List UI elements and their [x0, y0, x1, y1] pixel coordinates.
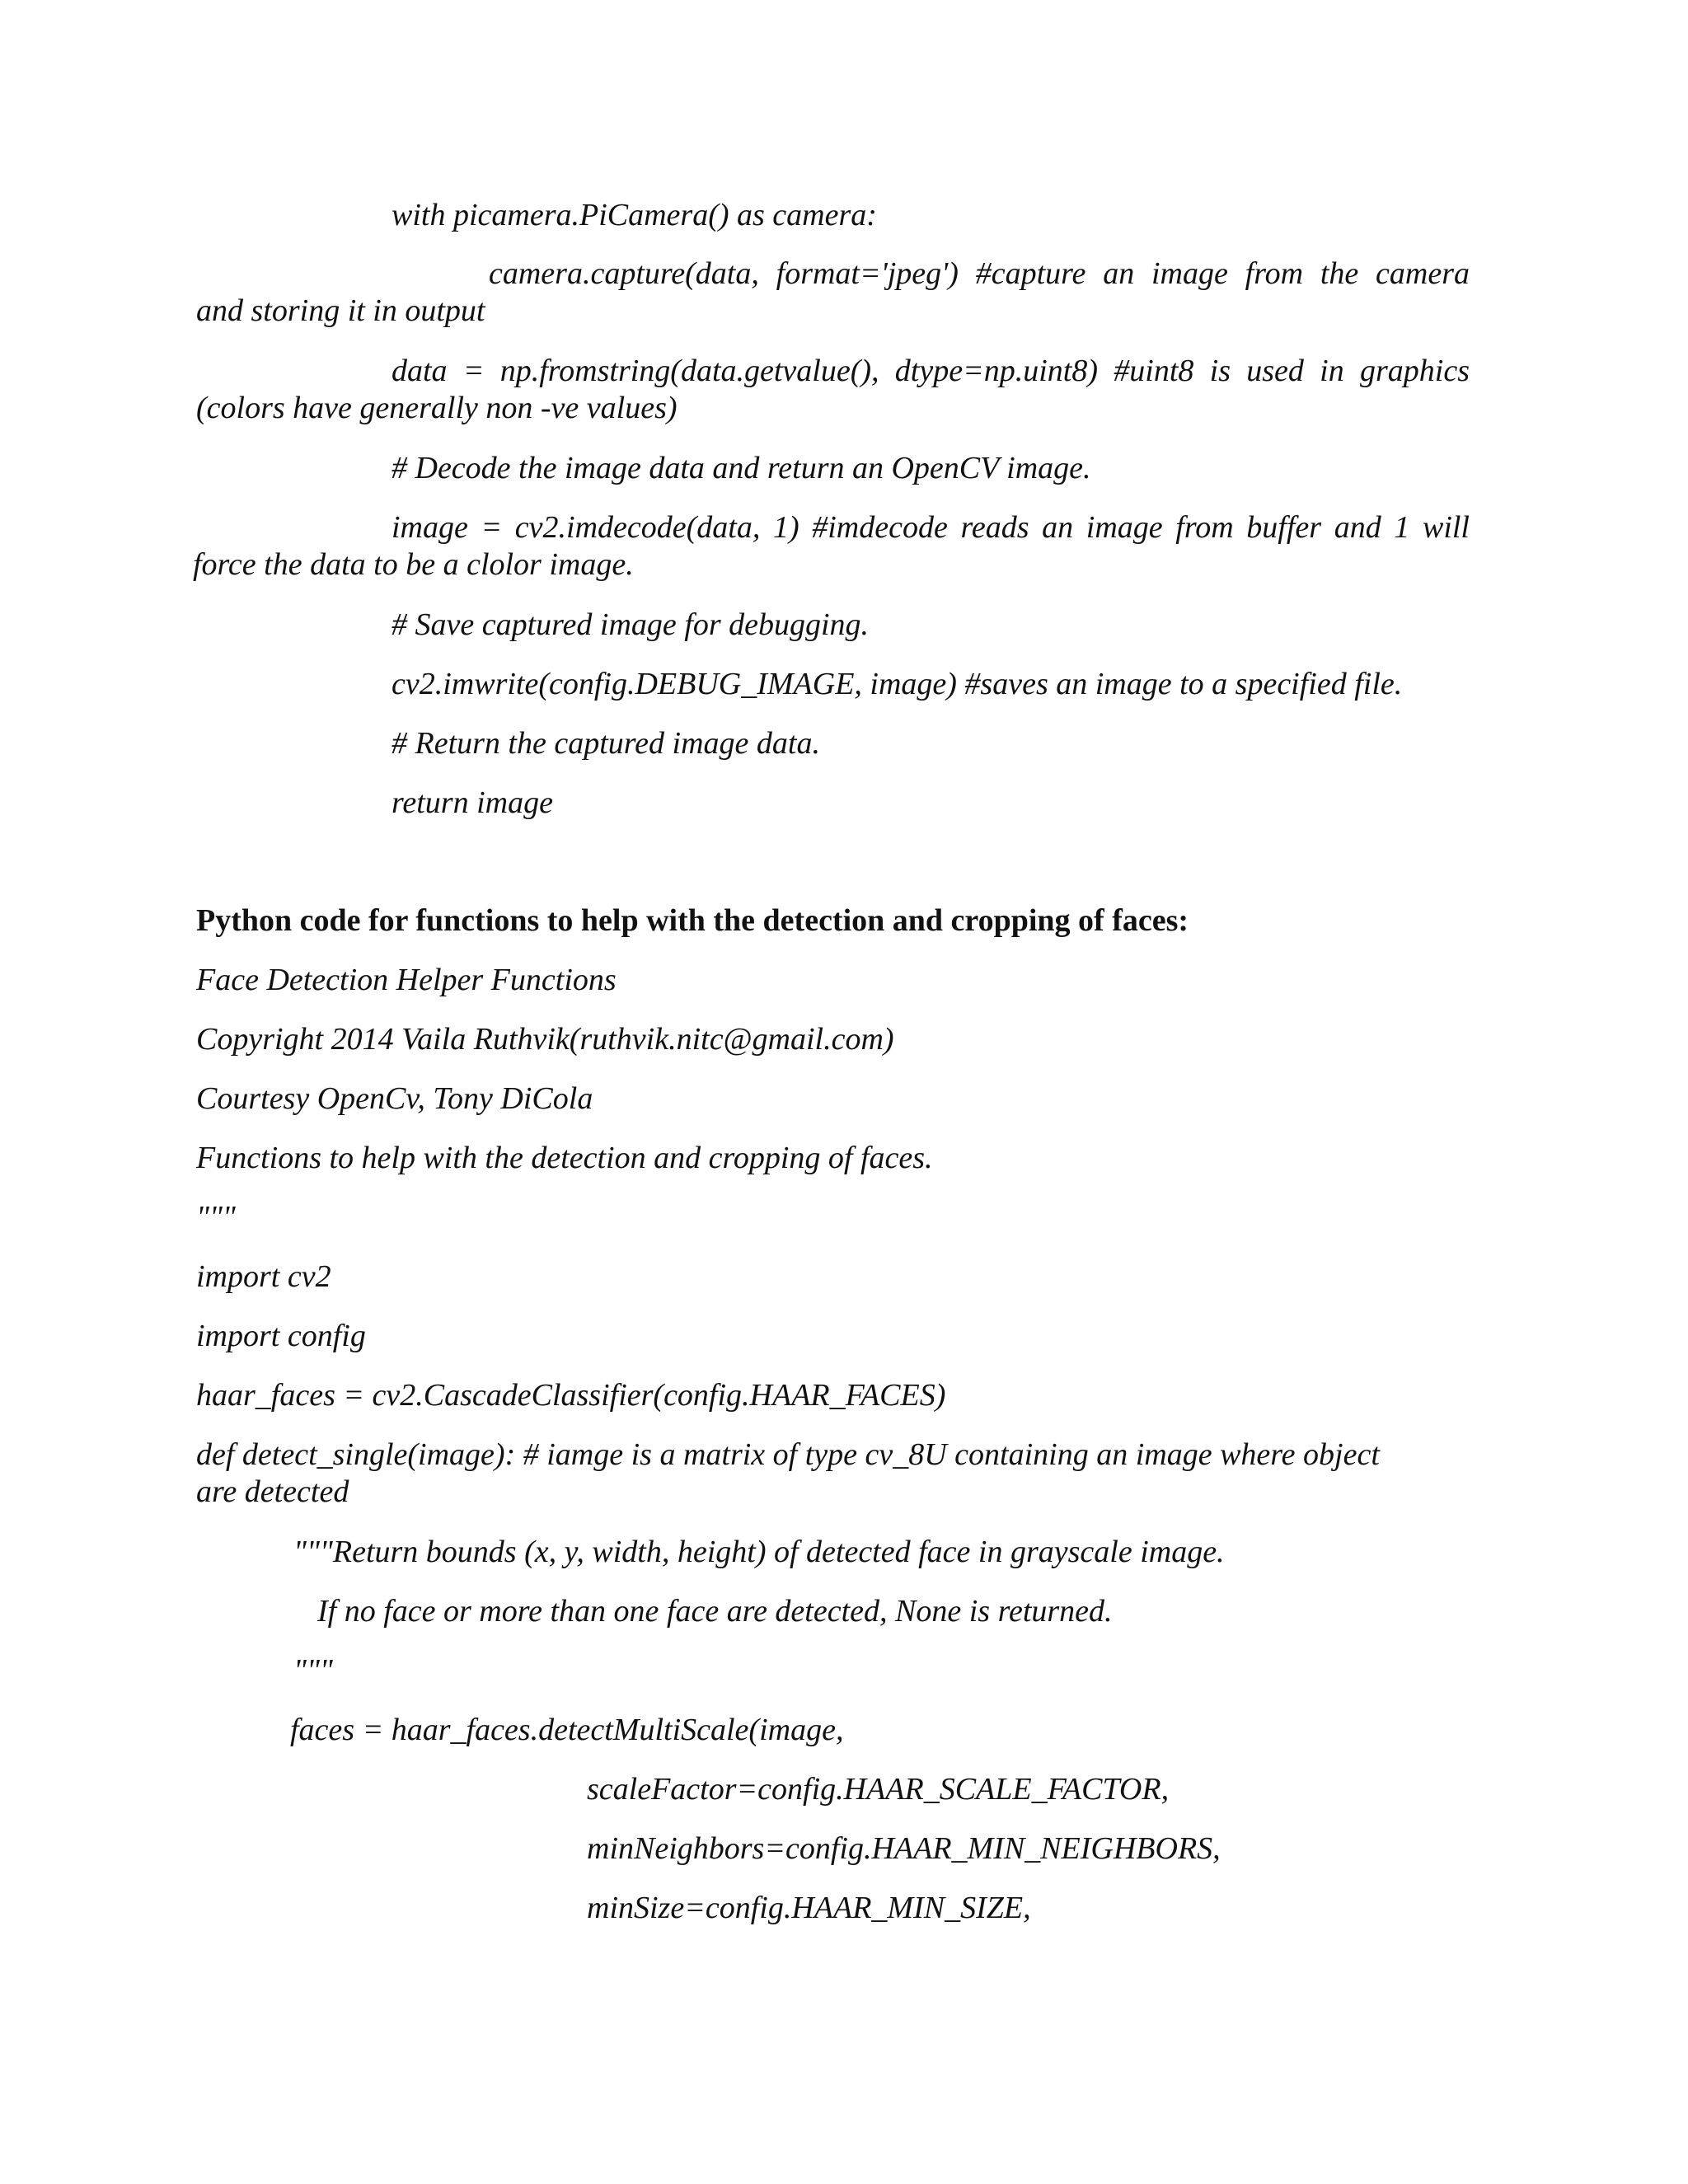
code-arg-scale-factor: scaleFactor=config.HAAR_SCALE_FACTOR,: [587, 1772, 1170, 1807]
code-line-imdecode-cont: force the data to be a clolor image.: [193, 547, 634, 582]
code-comment-return: # Return the captured image data.: [392, 726, 820, 761]
code-line-return: return image: [392, 785, 553, 820]
code-line-import-config: import config: [196, 1319, 366, 1353]
code-comment-decode: # Decode the image data and return an OpenCV image.: [392, 451, 1091, 485]
code-line-capture-cont: and storing it in output: [196, 293, 485, 328]
code-line-imdecode: image = cv2.imdecode(data, 1) #imdecode reads an image from buffer and 1 will: [392, 510, 1470, 545]
code-line-imwrite: cv2.imwrite(config.DEBUG_IMAGE, image) #saves an image to a specified file.: [392, 667, 1403, 701]
docstring-copyright: Copyright 2014 Vaila Ruthvik(ruthvik.nitc@gmail.com): [196, 1022, 894, 1057]
docstring-title: Face Detection Helper Functions: [196, 963, 617, 997]
docstring-end-quotes: """: [196, 1200, 236, 1235]
docstring-close-quotes: """: [293, 1653, 333, 1688]
code-arg-min-size: minSize=config.HAAR_MIN_SIZE,: [587, 1891, 1031, 1925]
code-line-fromstring: data = np.fromstring(data.getvalue(), dtype=np.uint8) #uint8 is used in graphics: [392, 354, 1470, 388]
code-comment-save: # Save captured image for debugging.: [392, 607, 870, 642]
code-line-def-detect-single: def detect_single(image): # iamge is a matrix of type cv_8U containing an image where object: [196, 1437, 1380, 1472]
docstring-description: Functions to help with the detection and cropping of faces.: [196, 1141, 933, 1175]
code-line-import-cv2: import cv2: [196, 1259, 331, 1294]
section-heading: Python code for functions to help with the detection and cropping of faces:: [196, 903, 1189, 938]
docstring-courtesy: Courtesy OpenCv, Tony DiCola: [196, 1081, 593, 1116]
code-line-with-picamera: with picamera.PiCamera() as camera:: [392, 198, 877, 232]
docstring-return-bounds: """Return bounds (x, y, width, height) of detected face in grayscale image.: [293, 1535, 1225, 1569]
code-line-detect-multiscale: faces = haar_faces.detectMultiScale(image,: [290, 1713, 844, 1747]
code-line-capture: camera.capture(data, format='jpeg') #capture an image from the camera: [489, 256, 1470, 291]
code-line-haar-faces: haar_faces = cv2.CascadeClassifier(config.HAAR_FACES): [196, 1378, 946, 1413]
docstring-none-returned: If no face or more than one face are detected, None is returned.: [317, 1594, 1113, 1629]
code-line-def-cont: are detected: [196, 1474, 349, 1509]
code-line-fromstring-cont: (colors have generally non -ve values): [196, 391, 678, 425]
code-arg-min-neighbors: minNeighbors=config.HAAR_MIN_NEIGHBORS,: [587, 1831, 1221, 1866]
